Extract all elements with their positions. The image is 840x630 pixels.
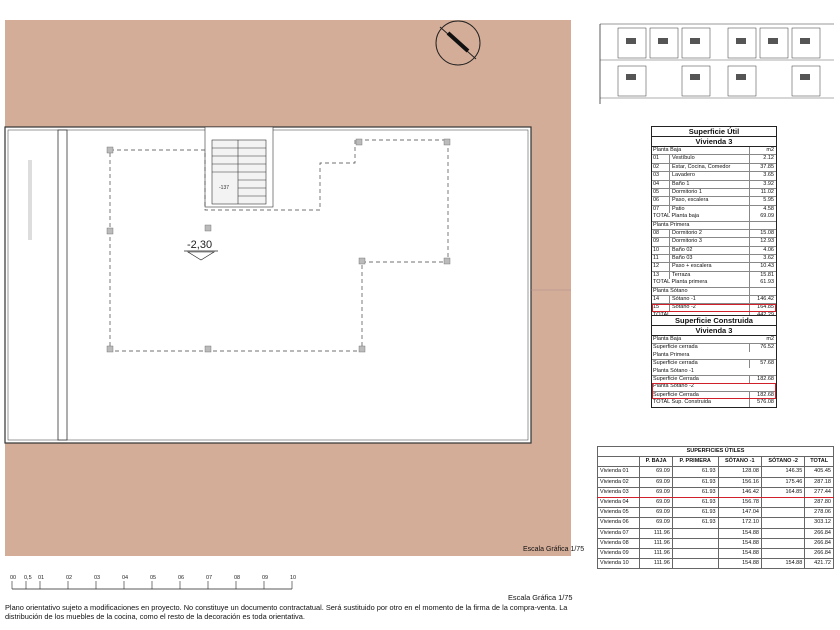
column-header: P. PRIMERA: [672, 457, 718, 467]
cell-value: [761, 538, 804, 548]
construida-block: [652, 336, 776, 352]
table-row: [598, 508, 834, 518]
cell-value: 156.78: [718, 497, 761, 507]
cell-value: 69.09: [640, 508, 673, 518]
room-area: 11.02: [760, 188, 774, 195]
site-key-plan: [598, 20, 834, 104]
cell-value: 287.80: [805, 497, 834, 507]
cell-value: [761, 528, 804, 538]
room-name: Dormitorio 3: [670, 238, 750, 245]
room-name: Lavadero: [670, 172, 750, 179]
room-name: Paso, escalera: [670, 197, 750, 204]
room-number: 13: [652, 272, 670, 279]
cell-value: 69.09: [640, 467, 673, 477]
section-planta-sotano: Planta Sótano: [652, 288, 750, 295]
construida-planta: Planta Primera: [653, 351, 690, 358]
scale-tick-label: 04: [122, 575, 129, 581]
table-row: [598, 528, 834, 538]
cell-value: 69.09: [640, 477, 673, 487]
room-name: Estar, Cocina, Comedor: [670, 164, 750, 171]
construida-block: [652, 368, 776, 384]
superficie-util-table: [651, 126, 777, 320]
room-number: 02: [652, 164, 670, 171]
room-area: 3.92: [763, 180, 774, 187]
room-number: 01: [652, 155, 670, 162]
construida-value: 182.68: [757, 391, 774, 398]
room-row: [652, 155, 776, 163]
construida-block: [652, 383, 776, 399]
room-area: 10.43: [760, 263, 774, 270]
room-row: [652, 230, 776, 238]
room-row: [652, 247, 776, 255]
cell-value: 287.18: [805, 477, 834, 487]
cell-value: [672, 538, 718, 548]
scale-tick-label: 06: [178, 575, 185, 581]
room-name: Terraza: [670, 272, 750, 279]
cell-value: [761, 497, 804, 507]
cell-value: 154.88: [761, 559, 804, 569]
room-area: 15.08: [760, 229, 774, 236]
level-label: -2,30: [187, 239, 213, 251]
cell-value: [761, 548, 804, 558]
construida-label: Superficie Cerrada: [652, 392, 750, 399]
cell-value: 175.46: [761, 477, 804, 487]
room-name: Sótano -2: [670, 304, 750, 311]
construida-label: Superficie cerrada: [652, 344, 750, 351]
cell-value: 405.45: [805, 467, 834, 477]
cell-value: 266.84: [805, 528, 834, 538]
room-number: 12: [652, 263, 670, 270]
construida-value: 182.68: [757, 375, 774, 382]
row-label: Vivienda 05: [598, 508, 640, 518]
section-planta-primera: Planta Primera: [652, 222, 750, 229]
scale-tick-label: 09: [262, 575, 269, 581]
room-row: [652, 181, 776, 189]
scale-tick-label: 0,5: [24, 575, 32, 581]
table-row: [598, 559, 834, 569]
graphic-scale-bar: [10, 572, 310, 594]
row-label: Vivienda 06: [598, 518, 640, 528]
cell-value: 172.10: [718, 518, 761, 528]
total-baja-value: 69.09: [760, 213, 774, 220]
cell-value: 69.09: [640, 487, 673, 497]
cell-value: 61.93: [672, 477, 718, 487]
construida-value: 76.52: [760, 344, 774, 351]
construida-planta: Planta Baja: [653, 336, 682, 342]
room-row: [652, 164, 776, 172]
table-row: [598, 518, 834, 528]
room-row: [652, 238, 776, 246]
footer-scale-label: Escala Gráfica 1/75: [508, 593, 573, 602]
room-name: Vestíbulo: [670, 155, 750, 162]
section-planta-baja: Planta Baja: [652, 147, 750, 154]
room-row: [652, 255, 776, 263]
total-primera-value: 61.93: [760, 279, 774, 286]
room-area: 2.12: [763, 155, 774, 162]
construida-value: 57.68: [760, 360, 774, 367]
room-number: 09: [652, 238, 670, 245]
unit-label: m2: [766, 147, 774, 153]
cell-value: 128.08: [718, 467, 761, 477]
room-number: 11: [652, 255, 670, 262]
room-name: Baño 02: [670, 247, 750, 254]
construida-block: [652, 352, 776, 368]
scale-tick-label: 08: [234, 575, 241, 581]
cell-value: 61.93: [672, 497, 718, 507]
column-header: TOTAL: [805, 457, 834, 467]
party-wall: [58, 130, 67, 440]
cell-value: 61.93: [672, 487, 718, 497]
cell-value: 61.93: [672, 518, 718, 528]
cell-value: 266.84: [805, 538, 834, 548]
cell-value: 146.42: [718, 487, 761, 497]
room-area: 164.85: [757, 304, 774, 311]
room-area: 12.93: [760, 238, 774, 245]
table-row: [598, 487, 834, 497]
table-row: [598, 538, 834, 548]
column-header: SÓTANO -1: [718, 457, 761, 467]
superficie-util-title: Superficie Útil: [652, 127, 776, 137]
table-row: [598, 477, 834, 487]
construida-planta: Planta Sótano -2: [653, 383, 694, 390]
scale-tick-label: 02: [66, 575, 73, 581]
superficies-utiles-table: [597, 446, 834, 569]
room-area: 5.95: [763, 197, 774, 204]
cell-value: 277.44: [805, 487, 834, 497]
cell-value: [672, 559, 718, 569]
scale-tick-label: 10: [290, 575, 297, 581]
room-row: [652, 263, 776, 271]
stair: [205, 127, 273, 207]
table-row: [598, 467, 834, 477]
room-area: 4.06: [763, 246, 774, 253]
construida-label: Superficie cerrada: [652, 360, 750, 367]
room-number: 14: [652, 296, 670, 303]
room-name: Dormitorio 1: [670, 189, 750, 196]
room-number: 05: [652, 189, 670, 196]
stair-level: -137: [219, 185, 230, 191]
cell-value: 147.04: [718, 508, 761, 518]
cell-value: [672, 548, 718, 558]
cell-value: 69.09: [640, 497, 673, 507]
room-area: 37.85: [760, 163, 774, 170]
row-label: Vivienda 03: [598, 487, 640, 497]
cell-value: [761, 518, 804, 528]
total-primera-label: TOTAL Planta primera: [652, 279, 750, 286]
cell-value: [672, 528, 718, 538]
room-number: 03: [652, 172, 670, 179]
plan-scale-label: Escala Gráfica 1/75: [523, 546, 585, 553]
room-number: 06: [652, 197, 670, 204]
table-row: [598, 548, 834, 558]
room-name: Sótano -1: [670, 296, 750, 303]
room-row: [652, 197, 776, 205]
cell-value: 111.96: [640, 559, 673, 569]
room-number: 08: [652, 230, 670, 237]
scale-tick-label: 05: [150, 575, 157, 581]
cell-value: 278.06: [805, 508, 834, 518]
room-area: 3.62: [763, 255, 774, 262]
footer-text-2: distribución de los muebles de la cocina, como el resto de la decoración es toda orientativa.: [5, 612, 305, 621]
room-area: 146.42: [757, 296, 774, 303]
cell-value: [761, 508, 804, 518]
superficies-utiles-title: SUPERFICIES ÚTILES: [598, 447, 834, 457]
cell-value: 421.72: [805, 559, 834, 569]
superficie-construida-table: [651, 315, 777, 408]
row-label: Vivienda 10: [598, 559, 640, 569]
cell-value: 154.88: [718, 559, 761, 569]
room-row: [652, 172, 776, 180]
superficie-construida-subtitle: Vivienda 3: [652, 326, 776, 336]
scale-tick-label: 07: [206, 575, 213, 581]
construida-total-value: 576.08: [757, 399, 774, 406]
room-number: 15: [652, 304, 670, 311]
superficie-util-subtitle: Vivienda 3: [652, 137, 776, 147]
room-name: Dormitorio 2: [670, 230, 750, 237]
scale-tick-label: 00: [10, 575, 17, 581]
cell-value: 61.93: [672, 508, 718, 518]
room-area: 15.81: [760, 271, 774, 278]
row-label: Vivienda 07: [598, 528, 640, 538]
room-name: Paso + escalera: [670, 263, 750, 270]
room-number: 07: [652, 206, 670, 213]
row-label: Vivienda 09: [598, 548, 640, 558]
column-header: SÓTANO -2: [761, 457, 804, 467]
room-name: Patio: [670, 206, 750, 213]
superficie-construida-title: Superficie Construida: [652, 316, 776, 326]
room-row: [652, 304, 776, 311]
room-area: 4.58: [763, 205, 774, 212]
cell-value: 111.96: [640, 538, 673, 548]
room-row: [652, 206, 776, 213]
cell-value: 156.16: [718, 477, 761, 487]
footer-text-1: Plano orientativo sujeto a modificaciones en proyecto. No constituye un documento contractatual. Será sustituido por otro en el momento de la firma de la compra-venta. La: [5, 603, 568, 612]
room-number: 10: [652, 247, 670, 254]
construida-unit: m2: [766, 336, 774, 342]
cell-value: 154.88: [718, 538, 761, 548]
cell-value: 146.35: [761, 467, 804, 477]
cell-value: 154.88: [718, 548, 761, 558]
cell-value: 266.84: [805, 548, 834, 558]
row-label: Vivienda 01: [598, 467, 640, 477]
room-area: 3.65: [763, 172, 774, 179]
cell-value: 111.96: [640, 528, 673, 538]
cell-value: 111.96: [640, 548, 673, 558]
column-header: [598, 457, 640, 467]
cell-value: 154.88: [718, 528, 761, 538]
cell-value: 69.09: [640, 518, 673, 528]
row-label: Vivienda 08: [598, 538, 640, 548]
room-row: [652, 272, 776, 279]
row-label: Vivienda 04: [598, 497, 640, 507]
row-label: Vivienda 02: [598, 477, 640, 487]
construida-planta: Planta Sótano -1: [653, 367, 694, 374]
cell-value: 164.85: [761, 487, 804, 497]
cell-value: 61.93: [672, 467, 718, 477]
cell-value: 303.12: [805, 518, 834, 528]
table-row: [598, 497, 834, 507]
room-number: 04: [652, 181, 670, 188]
column-header: P. BAJA: [640, 457, 673, 467]
construida-total-label: TOTAL Sup. Construida: [652, 399, 750, 406]
room-name: Baño 03: [670, 255, 750, 262]
scale-tick-label: 03: [94, 575, 101, 581]
room-name: Baño 1: [670, 181, 750, 188]
scale-tick-label: 01: [38, 575, 45, 581]
total-baja-label: TOTAL Planta baja: [652, 213, 750, 220]
construida-label: Superficie Cerrada: [652, 376, 750, 383]
room-row: [652, 189, 776, 197]
room-row: [652, 296, 776, 304]
